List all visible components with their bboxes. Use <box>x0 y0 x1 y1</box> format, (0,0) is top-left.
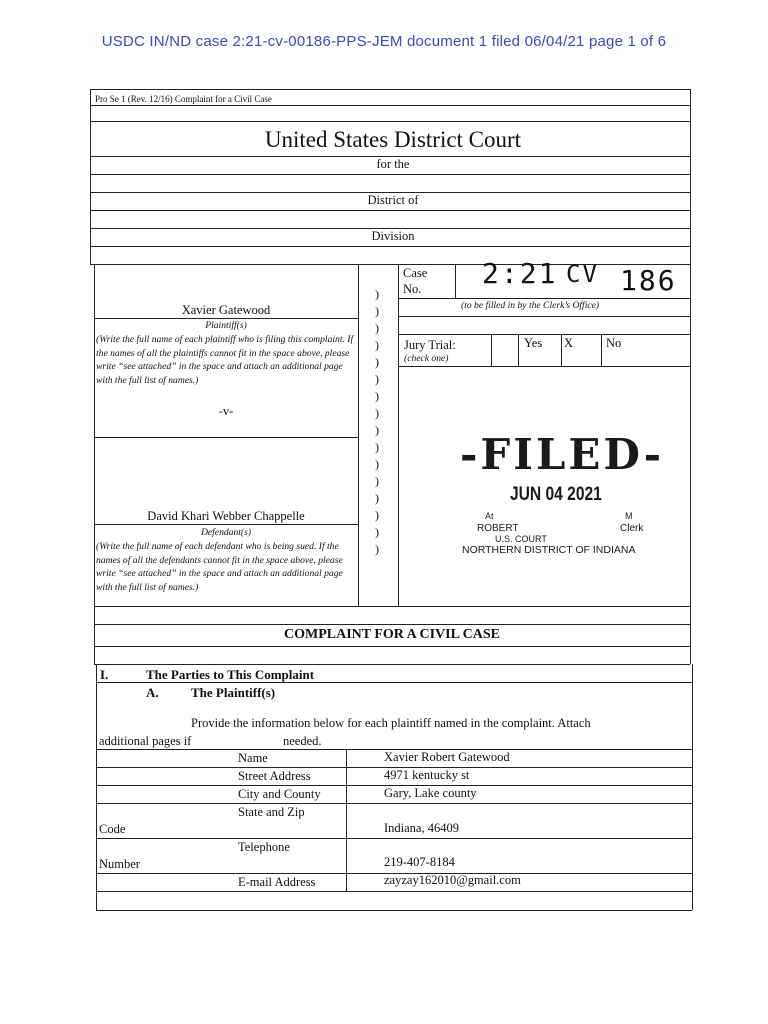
form-id: Pro Se 1 (Rev. 12/16) Complaint for a Civil Case <box>95 94 272 104</box>
rule <box>690 264 691 606</box>
rule <box>94 664 690 665</box>
rule <box>94 646 690 647</box>
rule <box>94 524 358 525</box>
ecf-header: USDC IN/ND case 2:21-cv-00186-PPS-JEM document 1 filed 06/04/21 page 1 of 6 <box>101 33 667 50</box>
section-intro: Provide the information below for each plaintiff named in the complaint. Attach <box>191 716 591 730</box>
state-label: State and Zip <box>238 805 305 819</box>
case-number-type: CV <box>566 260 599 288</box>
rule <box>690 89 691 264</box>
stamp-at-label: At <box>485 511 494 521</box>
phone-label: Telephone <box>238 840 290 854</box>
state-value: Indiana, 46409 <box>384 821 459 835</box>
paren-mark: ) <box>375 525 379 539</box>
rule <box>94 606 690 607</box>
paren-mark: ) <box>375 406 379 420</box>
section-intro-end: needed. <box>283 734 322 748</box>
section-intro-cont: additional pages if <box>99 734 192 748</box>
case-label: Case <box>403 266 428 280</box>
rule <box>90 89 91 264</box>
rule <box>90 210 690 211</box>
stamp-clerk-name: ROBERT <box>477 523 519 534</box>
complaint-title: COMPLAINT FOR A CIVIL CASE <box>283 627 500 642</box>
for-the-label: for the <box>376 157 410 171</box>
rule <box>96 838 692 839</box>
paren-mark: ) <box>375 457 379 471</box>
rule <box>518 334 519 366</box>
rule <box>561 334 562 366</box>
email-value: zayzay162010@gmail.com <box>384 873 521 887</box>
paren-mark: ) <box>375 372 379 386</box>
district-of-label: District of <box>367 193 419 207</box>
filed-date: JUN 04 2021 <box>510 484 602 505</box>
name-value: Xavier Robert Gatewood <box>384 750 510 764</box>
rule <box>94 437 358 438</box>
paren-mark: ) <box>375 355 379 369</box>
subsection-title: The Plaintiff(s) <box>191 685 276 700</box>
rule <box>601 334 602 366</box>
rule <box>692 664 693 910</box>
rule <box>346 749 347 891</box>
street-value: 4971 kentucky st <box>384 768 470 782</box>
subsection-letter: A. <box>146 685 159 700</box>
paren-mark: ) <box>375 423 379 437</box>
rule <box>398 366 690 367</box>
city-value: Gary, Lake county <box>384 786 477 800</box>
section-title: The Parties to This Complaint <box>146 667 315 682</box>
jury-trial-label: Jury Trial: <box>404 338 456 352</box>
rule <box>90 89 690 90</box>
rule <box>690 606 691 664</box>
jury-yes-label: Yes <box>524 336 543 350</box>
rule <box>94 624 690 625</box>
case-number-year: 2:21 <box>482 257 558 290</box>
paren-mark: ) <box>375 338 379 352</box>
paren-mark: ) <box>375 474 379 488</box>
name-label: Name <box>238 751 268 765</box>
rule <box>96 910 692 911</box>
paren-mark: ) <box>375 321 379 335</box>
case-no-label: No. <box>403 282 422 296</box>
stamp-m-label: M <box>625 511 633 521</box>
paren-mark: ) <box>375 508 379 522</box>
rule <box>96 803 692 804</box>
rule <box>398 316 690 317</box>
defendant-name: David Khari Webber Chappelle <box>147 509 305 523</box>
jury-no-label: No <box>606 336 622 350</box>
paren-mark: ) <box>375 304 379 318</box>
rule <box>96 891 692 892</box>
rule <box>455 264 456 298</box>
paren-mark: ) <box>375 287 379 301</box>
rule <box>90 264 690 265</box>
jury-check-hint: (check one) <box>404 353 449 364</box>
plaintiff-role: Plaintiff(s) <box>205 320 247 331</box>
plaintiff-name: Xavier Gatewood <box>181 303 271 317</box>
rule <box>90 121 690 122</box>
section-number: I. <box>100 667 109 682</box>
division-label: Division <box>371 229 415 243</box>
defendant-role: Defendant(s) <box>200 527 252 538</box>
email-label: E-mail Address <box>238 875 316 889</box>
versus-label: -v- <box>218 404 234 418</box>
rule <box>398 334 690 335</box>
paren-mark: ) <box>375 491 379 505</box>
stamp-clerk-label: Clerk <box>620 523 644 534</box>
stamp-district: NORTHERN DISTRICT OF INDIANA <box>462 544 636 556</box>
paren-mark: ) <box>375 542 379 556</box>
rule <box>90 174 690 175</box>
defendant-instructions: (Write the full name of each defendant who is being sued. If the names of all the defendants cannot fit in the space above, please write “see attached” in the space and attach an additional page with the full list of names.) <box>96 541 343 593</box>
case-number-seq: 186 <box>620 264 677 297</box>
rule <box>90 246 690 247</box>
phone-label-cont: Number <box>99 857 140 871</box>
state-label-cont: Code <box>99 822 126 836</box>
clerk-note: (to be filled in by the Clerk’s Office) <box>461 300 600 311</box>
plaintiff-instructions: (Write the full name of each plaintiff who is filing this complaint. If the names of all the plaintiffs cannot fit in the space above, please write “see attached” in the space and attach an additional page with the full list of names.) <box>96 334 354 386</box>
filed-stamp: -FILED- <box>460 430 665 479</box>
paren-mark: ) <box>375 389 379 403</box>
rule <box>90 105 690 106</box>
rule <box>491 334 492 366</box>
stamp-court-line: U.S. COURT <box>495 534 547 544</box>
court-title: United States District Court <box>264 127 522 152</box>
paren-mark: ) <box>375 440 379 454</box>
street-label: Street Address <box>238 769 311 783</box>
jury-checkbox-mark[interactable]: X <box>564 336 574 350</box>
phone-value: 219-407-8184 <box>384 855 455 869</box>
city-label: City and County <box>238 787 321 801</box>
rule <box>358 264 359 606</box>
